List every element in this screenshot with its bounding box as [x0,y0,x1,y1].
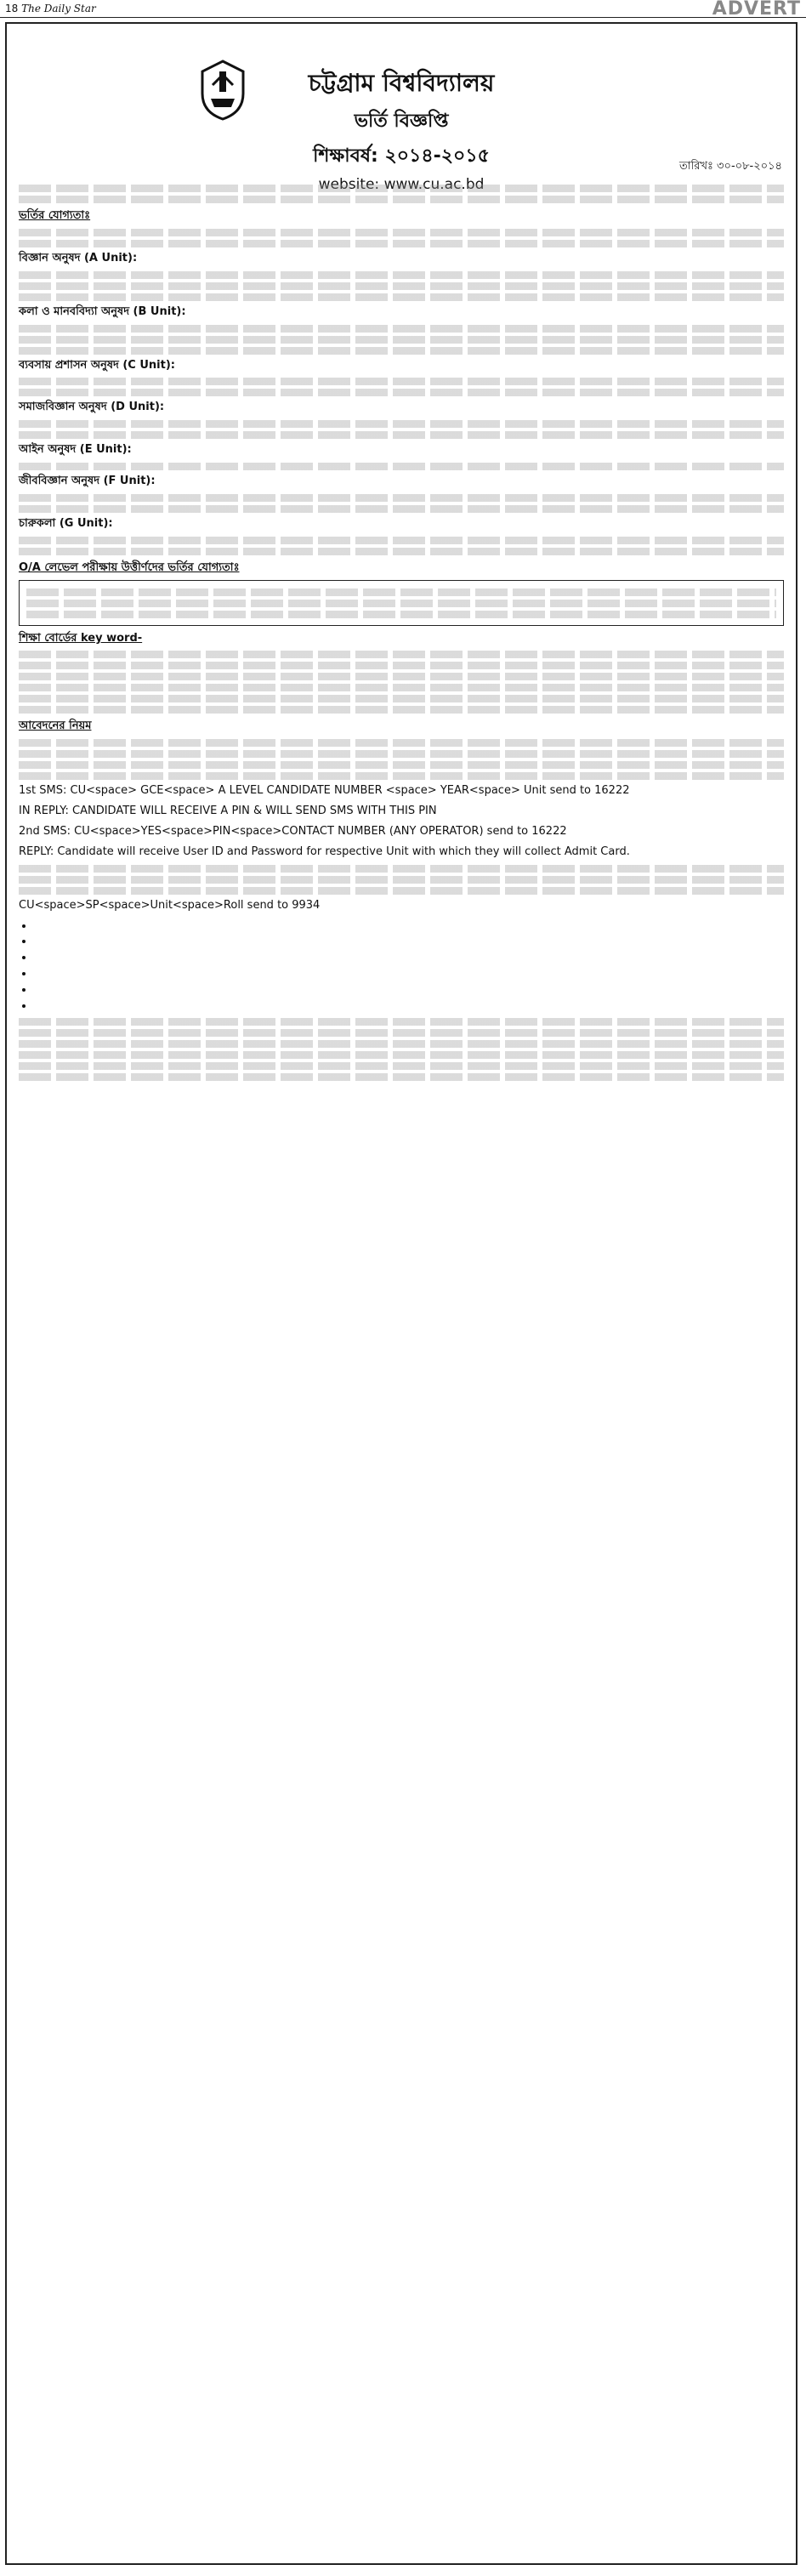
apply-text-lines [19,772,784,780]
unit-item [19,304,784,321]
unit-lead: ব্যবসায় প্রশাসন অনুষদ (C Unit): [19,358,175,372]
advert-label: ADVERT [712,0,801,20]
unit-item [19,516,784,532]
notes-text-lines [19,1051,784,1059]
keyword-text-lines [19,662,784,669]
unit-text-lines [19,389,784,396]
unit-lead: চারুকলা (G Unit): [19,516,113,530]
apply-text-lines [19,750,784,758]
unit-lead: সমাজবিজ্ঞান অনুষদ (D Unit): [19,401,165,414]
photo-upload-text-lines [19,865,784,873]
sms-line: REPLY: Candidate will receive User ID and Password for respective Unit with which they will collect Admit Card. [19,844,630,858]
newspaper-topbar [0,0,806,18]
unit-item [19,400,784,416]
unit-item [19,251,784,267]
sms-line: 1st SMS: CU<space> GCE<space> A LEVEL CANDIDATE NUMBER <space> YEAR<space> Unit send to 16222 [19,784,630,798]
unit-text-lines [19,336,784,344]
keyword-text-lines [19,651,784,658]
notes-text-lines [19,1073,784,1081]
apply-text-lines [19,739,784,747]
university-logo-icon [199,60,247,121]
olevel-text-lines [26,611,776,618]
note-item [34,950,784,966]
unit-text-lines [19,431,784,439]
unit-item [19,474,784,490]
brand-name: The Daily Star [21,3,96,14]
olevel-heading: O/A লেভেল পরীক্ষায় উত্তীর্ণদের ভর্তির যোগ্যতাঃ [19,560,240,574]
unit-text-lines [19,378,784,385]
photo-upload-text-lines [19,887,784,895]
intro-text-lines [19,196,784,203]
unit-text-lines [19,548,784,555]
unit-text-lines [19,505,784,513]
sms-line: IN REPLY: CANDIDATE WILL RECEIVE A PIN & WILL SEND SMS WITH THIS PIN [19,805,437,818]
unit-lead: জীববিজ্ঞান অনুষদ (F Unit): [19,475,156,488]
notice-date: তারিখঃ ৩০-০৮-২০১৪ [679,160,782,173]
keyword-text-lines [19,695,784,702]
result-sms-format: CU<space>SP<space>Unit<space>Roll send to 9934 [19,898,321,912]
notice-frame [5,22,797,2565]
unit-lead: বিজ্ঞান অনুষদ (A Unit): [19,251,138,264]
unit-text-lines [19,293,784,301]
sms-instructions [19,783,784,860]
apply-heading: আবেদনের নিয়ম [19,719,92,733]
apply-text-lines [19,761,784,769]
newspaper-brand [5,3,96,14]
notes-text-lines [19,1018,784,1026]
note-item [34,998,784,1015]
sms-line: 2nd SMS: CU<space>YES<space>PIN<space>CONTACT NUMBER (ANY OPERATOR) send to 16222 [19,824,567,838]
notice-body [7,175,796,1089]
unit-text-lines [19,271,784,279]
page-number: 18 [5,3,19,14]
note-item [34,982,784,998]
notice-header [7,24,796,193]
unit-list [19,251,784,555]
olevel-text-lines [26,600,776,607]
unit-text-lines [19,537,784,544]
university-name: চট্টগ্রাম বিশ্ববিদ্যালয় [308,69,495,97]
unit-text-lines [19,347,784,355]
note-item [34,966,784,982]
eligibility-text-lines [19,240,784,247]
unit-item [19,358,784,374]
olevel-box [19,580,784,626]
unit-text-lines [19,463,784,470]
keyword-heading: শিক্ষা বোর্ডের key word- [19,631,143,645]
eligibility-text-lines [19,229,784,236]
eligibility-heading: ভর্তির যোগ্যতাঃ [19,209,91,222]
keyword-text-lines [19,684,784,691]
intro-text-lines [19,185,784,192]
notes-text-lines [19,1040,784,1048]
unit-text-lines [19,494,784,502]
keyword-text-lines [19,706,784,714]
keyword-text-lines [19,673,784,680]
notes-text-lines [19,1062,784,1070]
notes-text-lines [19,1029,784,1037]
academic-session: শিক্ষাবর্ষ: ২০১৪-২০১৫ [313,145,490,167]
notes-list [34,918,784,1015]
unit-text-lines [19,325,784,333]
unit-item [19,442,784,458]
photo-upload-text-lines [19,876,784,884]
olevel-text-lines [26,589,776,596]
note-item [34,934,784,950]
notice-title: ভর্তি বিজ্ঞপ্তি [354,111,449,132]
website-link[interactable]: website: www.cu.ac.bd [318,176,485,193]
note-item [34,918,784,935]
unit-lead: কলা ও মানববিদ্যা অনুষদ (B Unit): [19,304,186,318]
unit-text-lines [19,420,784,428]
unit-lead: আইন অনুষদ (E Unit): [19,443,132,457]
unit-text-lines [19,282,784,290]
